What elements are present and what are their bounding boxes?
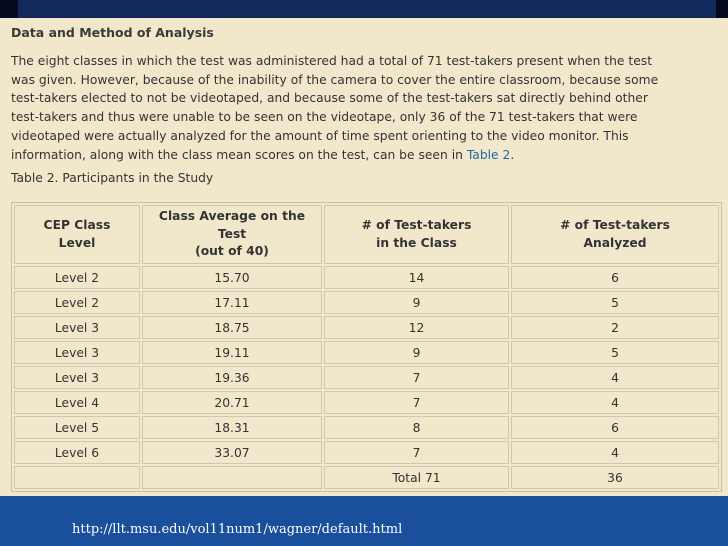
table-cell: 18.31	[142, 416, 322, 439]
table-cell: 9	[324, 341, 509, 364]
table-cell: 18.75	[142, 316, 322, 339]
header-class-average: Class Average on the Test (out of 40)	[142, 205, 322, 264]
table-header-row	[14, 205, 719, 264]
table-cell: Level 4	[14, 391, 140, 414]
web-page-screenshot	[0, 18, 728, 496]
table-cell: 7	[324, 391, 509, 414]
table-row	[14, 366, 719, 389]
table-2-link[interactable]: Table 2	[466, 147, 511, 162]
table-cell: 17.11	[142, 291, 322, 314]
table-cell: 4	[511, 366, 719, 389]
paragraph-text: .	[510, 147, 515, 162]
section-title: Data and Method of Analysis	[11, 25, 214, 40]
table-cell	[14, 466, 140, 489]
table-cell: 6	[511, 266, 719, 289]
table-caption: Table 2. Participants in the Study	[11, 171, 214, 185]
table-cell: 19.11	[142, 341, 322, 364]
table-cell: 5	[511, 341, 719, 364]
table-cell	[142, 466, 322, 489]
table-cell: 15.70	[142, 266, 322, 289]
table-cell: 33.07	[142, 441, 322, 464]
paragraph-line: was given. However, because of the inability of the camera to cover the entire classroom, because some	[11, 72, 659, 87]
table-cell: 12	[324, 316, 509, 339]
table-cell: 4	[511, 441, 719, 464]
table-cell: Level 3	[14, 316, 140, 339]
paragraph-line: test-takers elected to not be videotaped, and because some of the test-takers sat directly behind other	[11, 91, 648, 106]
header-test-takers-analyzed: # of Test-takers Analyzed	[511, 205, 719, 264]
table-row	[14, 291, 719, 314]
table-row	[14, 316, 719, 339]
table-row	[14, 266, 719, 289]
paragraph-last-line	[11, 146, 728, 165]
table-cell: 7	[324, 366, 509, 389]
header-test-takers-in-class: # of Test-takers in the Class	[324, 205, 509, 264]
table-cell: Level 3	[14, 366, 140, 389]
table-cell: Level 6	[14, 441, 140, 464]
table-cell: 4	[511, 391, 719, 414]
description-paragraph	[11, 52, 728, 164]
participants-table	[11, 202, 722, 492]
paragraph-line: videotaped were actually analyzed for the amount of time spent orienting to the video monitor. This	[11, 128, 629, 143]
table-cell: Level 5	[14, 416, 140, 439]
paragraph-line: The eight classes in which the test was administered had a total of 71 test-takers present when the test	[11, 54, 653, 68]
total-test-takers-cell: Total 71	[324, 466, 509, 489]
total-analyzed-cell: 36	[511, 466, 719, 489]
table-row	[14, 416, 719, 439]
table-cell: Level 2	[14, 291, 140, 314]
table-cell: 9	[324, 291, 509, 314]
top-bar	[0, 0, 728, 20]
table-row	[14, 341, 719, 364]
table-cell: 19.36	[142, 366, 322, 389]
table-cell: 7	[324, 441, 509, 464]
table-cell: 8	[324, 416, 509, 439]
table-cell: 6	[511, 416, 719, 439]
table-cell: 20.71	[142, 391, 322, 414]
table-cell: 14	[324, 266, 509, 289]
table-cell: Level 3	[14, 341, 140, 364]
top-bar-left-block	[0, 0, 18, 20]
table-cell: 5	[511, 291, 719, 314]
table-cell: Level 2	[14, 266, 140, 289]
paragraph-text: information, along with the class mean scores on the test, can be seen in	[11, 147, 467, 162]
table-row	[14, 391, 719, 414]
table-total-row	[14, 466, 719, 489]
table-cell: 2	[511, 316, 719, 339]
source-url: http://llt.msu.edu/vol11num1/wagner/default.html	[72, 522, 403, 537]
paragraph-line: test-takers and thus were unable to be seen on the videotape, only 36 of the 71 test-takers that were	[11, 110, 638, 125]
table-row	[14, 441, 719, 464]
header-cep-class-level: CEP Class Level	[14, 205, 140, 264]
top-bar-right-block	[716, 0, 728, 20]
